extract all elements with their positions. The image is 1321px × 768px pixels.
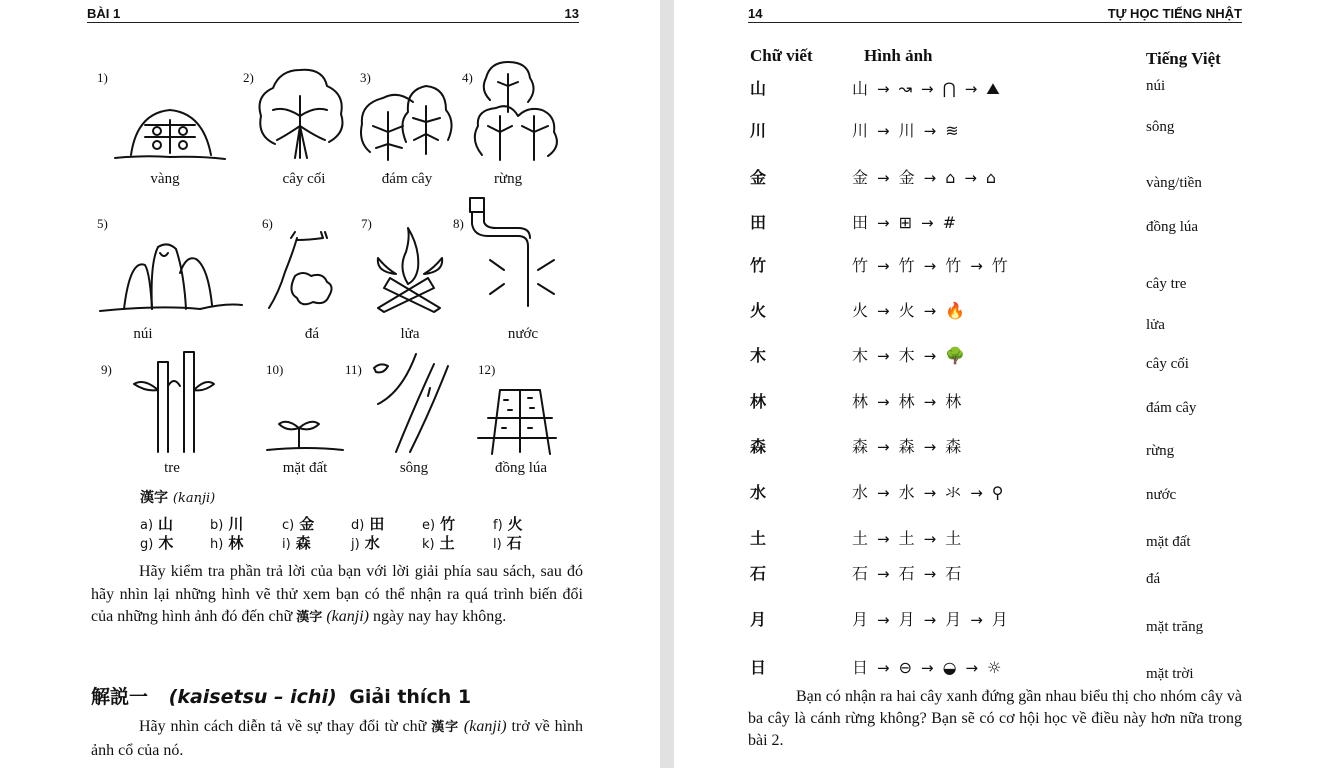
row-meaning: mặt trời [1146, 666, 1194, 682]
arrow-right-icon: → [877, 122, 890, 140]
row-evolution [852, 118, 959, 141]
evolution-stage: 竹 [991, 256, 1008, 275]
arrow-right-icon: → [877, 611, 890, 629]
evolution-stage: 水 [898, 483, 915, 502]
stone-cliff-icon [265, 232, 350, 312]
arrow-right-icon: → [877, 565, 890, 583]
picture-number: 10) [266, 362, 284, 377]
kanji-option: e) 竹 [422, 515, 456, 533]
water-tap-icon [468, 196, 563, 308]
evolution-stage: 土 [945, 529, 962, 548]
evolution-stage: ◒ [942, 658, 957, 677]
closing-paragraph: Bạn có nhận ra hai cây xanh đứng gần nhau biểu thị cho nhóm cây và ba cây là cánh rừng không? Bạn sẽ có cơ hội học về điều này hơn nữa trong bài 2. [748, 688, 1242, 749]
row-kanji: 森 [750, 437, 767, 456]
section-heading: 解説一 (kaisetsu – ichi) Giải thích 1 [91, 686, 472, 708]
evolution-stage: 木 [898, 346, 915, 365]
picture-number: 4) [462, 70, 473, 85]
picture-number: 1) [97, 70, 108, 85]
kanji-option: c) 金 [282, 515, 315, 533]
row-evolution [852, 526, 961, 549]
arrow-right-icon: → [877, 659, 890, 677]
column-header-vietnamese: Tiếng Việt [1146, 49, 1221, 68]
evolution-stage: 森 [852, 437, 869, 456]
mountain-icon [100, 243, 245, 315]
picture-number: 9) [101, 362, 112, 377]
evolution-stage: ⌂ [985, 168, 997, 187]
evolution-stage: 火 [852, 301, 869, 320]
evolution-stage: 月 [852, 610, 869, 629]
kanji-option: f) 火 [493, 515, 523, 533]
picture-number: 6) [262, 216, 273, 231]
picture-caption: cây cối [282, 171, 326, 187]
evolution-stage: 林 [945, 392, 962, 411]
column-header-image: Hình ảnh [864, 46, 933, 65]
arrow-right-icon: → [923, 484, 937, 502]
evolution-stage: 林 [852, 392, 869, 411]
row-meaning: lửa [1146, 317, 1165, 333]
page-number: 14 [748, 6, 763, 21]
row-meaning: mặt đất [1146, 534, 1191, 550]
arrow-right-icon: → [970, 484, 983, 502]
evolution-stage: 月 [991, 610, 1008, 629]
arrow-right-icon: → [923, 611, 937, 629]
rice-field-icon [478, 388, 558, 454]
picture-number: 2) [243, 70, 254, 85]
row-kanji: 山 [750, 79, 767, 98]
evolution-stage: ⛰ [986, 79, 1000, 98]
forest-icon [470, 60, 560, 165]
evolution-stage: 日 [852, 658, 869, 677]
picture-caption: đồng lúa [494, 460, 548, 476]
evolution-stage: 火 [898, 301, 915, 320]
evolution-stage: 石 [852, 564, 869, 583]
row-kanji: 土 [750, 529, 767, 548]
arrow-right-icon: → [921, 214, 934, 232]
running-head [87, 4, 579, 23]
evolution-stage: 林 [898, 392, 915, 411]
arrow-right-icon: → [877, 393, 890, 411]
picture-number: 7) [361, 216, 372, 231]
arrow-right-icon: → [923, 393, 937, 411]
row-evolution [852, 561, 961, 584]
row-meaning: rừng [1146, 443, 1175, 459]
arrow-right-icon: → [877, 438, 890, 456]
kanji-option: i) 森 [282, 534, 311, 552]
row-evolution [852, 480, 1004, 503]
evolution-stage: 森 [945, 437, 962, 456]
evolution-stage: 竹 [945, 256, 962, 275]
row-kanji: 月 [750, 610, 767, 629]
arrow-right-icon: → [965, 659, 979, 677]
arrow-right-icon: → [921, 659, 934, 677]
kanji-option: j) 水 [351, 534, 380, 552]
arrow-right-icon: → [970, 611, 983, 629]
tree-icon [255, 66, 345, 161]
arrow-right-icon: → [877, 257, 890, 275]
fire-icon [372, 228, 447, 313]
evolution-stage: 土 [852, 529, 869, 548]
evolution-stage: 石 [898, 564, 915, 583]
kanji-option: a) 山 [140, 515, 174, 533]
evolution-stage: 木 [852, 346, 869, 365]
picture-caption: tre [164, 460, 180, 476]
picture-caption: rừng [493, 171, 523, 187]
evolution-stage: ☼ [987, 658, 1002, 677]
row-evolution [852, 253, 1008, 276]
picture-caption: đám cây [381, 171, 433, 187]
picture-caption: đá [304, 326, 320, 342]
row-kanji: 田 [750, 213, 767, 232]
arrow-right-icon: → [877, 169, 890, 187]
row-meaning: núi [1146, 78, 1166, 94]
arrow-right-icon: → [970, 257, 983, 275]
picture-caption: mặt đất [282, 460, 328, 476]
row-kanji: 川 [750, 121, 767, 140]
arrow-right-icon: → [923, 122, 937, 140]
evolution-stage: 月 [945, 610, 962, 629]
picture-number: 5) [97, 216, 108, 231]
row-kanji: 林 [750, 392, 767, 411]
evolution-stage: ⌂ [945, 168, 956, 187]
evolution-stage: ⚲ [991, 483, 1004, 502]
kanji-label-romaji: (kanji) [172, 491, 216, 506]
river-icon [372, 352, 452, 452]
row-meaning: đá [1146, 571, 1161, 587]
evolution-stage: 山 [852, 79, 869, 98]
evolution-stage: 川 [898, 121, 915, 140]
page-number: 13 [564, 6, 579, 21]
two-trees-icon [358, 82, 453, 162]
arrow-right-icon: → [923, 530, 937, 548]
evolution-stage: # [942, 213, 956, 232]
kanji-option: g) 木 [140, 534, 174, 552]
evolution-stage: ⊖ [898, 658, 912, 677]
arrow-right-icon: → [877, 484, 890, 502]
evolution-stage: 氺 [945, 483, 962, 502]
row-kanji: 石 [750, 564, 767, 583]
sprout-ground-icon [267, 418, 347, 454]
row-evolution [852, 298, 965, 321]
row-kanji: 火 [750, 301, 767, 320]
kanji-option: k) 土 [422, 534, 455, 552]
row-meaning: cây cối [1146, 356, 1189, 372]
picture-number: 3) [360, 70, 371, 85]
evolution-stage: 竹 [898, 256, 915, 275]
kanji-label [140, 487, 215, 507]
picture-caption: lửa [400, 326, 420, 342]
kanji-option: d) 田 [351, 515, 385, 533]
kanji-option: h) 林 [210, 534, 244, 552]
arrow-right-icon: → [964, 169, 977, 187]
row-meaning: vàng/tiền [1146, 175, 1202, 191]
arrow-right-icon: → [923, 347, 937, 365]
evolution-stage: 金 [898, 168, 915, 187]
kanji-option: b) 川 [210, 515, 244, 533]
evolution-stage: ⋂ [942, 79, 956, 98]
picture-caption: sông [399, 460, 429, 476]
arrow-right-icon: → [923, 257, 937, 275]
evolution-stage: ⊞ [898, 213, 912, 232]
page-gutter [660, 0, 674, 768]
row-meaning: nước [1146, 487, 1177, 503]
row-evolution [852, 343, 965, 366]
evolution-stage: 月 [898, 610, 915, 629]
evolution-stage: 🔥 [945, 301, 966, 320]
bamboo-icon [134, 350, 214, 455]
evolution-stage: 🌳 [945, 346, 966, 365]
row-kanji: 日 [750, 658, 767, 677]
evolution-stage: 田 [852, 213, 869, 232]
row-evolution [852, 165, 996, 188]
gold-mountain-icon [115, 105, 225, 165]
arrow-right-icon: → [964, 80, 978, 98]
running-head [748, 4, 1242, 23]
kanji-label-kanji: 漢字 [140, 490, 168, 506]
row-evolution [852, 76, 1000, 99]
row-meaning: cây tre [1146, 276, 1187, 292]
row-evolution [852, 434, 961, 457]
kanji-option: l) 石 [493, 534, 522, 552]
row-meaning: sông [1146, 119, 1175, 135]
row-kanji: 木 [750, 346, 767, 365]
evolution-stage: 金 [852, 168, 869, 187]
arrow-right-icon: → [923, 302, 937, 320]
evolution-stage: 竹 [852, 256, 869, 275]
arrow-right-icon: → [877, 347, 890, 365]
picture-caption: núi [133, 326, 153, 342]
lesson-label: BÀI 1 [87, 6, 121, 21]
picture-caption: vàng [150, 171, 180, 187]
arrow-right-icon: → [923, 565, 937, 583]
row-kanji: 金 [750, 168, 767, 187]
evolution-stage: 石 [945, 564, 962, 583]
arrow-right-icon: → [921, 80, 934, 98]
row-meaning: đồng lúa [1146, 219, 1199, 235]
arrow-right-icon: → [877, 214, 890, 232]
arrow-right-icon: → [877, 530, 890, 548]
row-meaning: mặt trăng [1146, 619, 1204, 635]
row-evolution [852, 655, 1001, 678]
row-meaning: đám cây [1146, 400, 1197, 416]
column-header-writing: Chữ viết [750, 46, 813, 65]
arrow-right-icon: → [923, 169, 937, 187]
right-page [674, 0, 1321, 768]
explanation-paragraph: Hãy nhìn cách diễn tả về sự thay đổi từ chữ 漢字 (kanji) trở về hình ảnh cổ của nó. [91, 718, 584, 759]
picture-caption: nước [507, 326, 539, 342]
book-title: TỰ HỌC TIẾNG NHẬT [1107, 6, 1242, 21]
row-evolution [852, 389, 961, 412]
row-evolution [852, 210, 956, 233]
arrow-right-icon: → [877, 80, 890, 98]
evolution-stage: 川 [852, 121, 869, 140]
picture-number: 12) [478, 362, 496, 377]
row-kanji: 水 [750, 483, 767, 502]
arrow-right-icon: → [923, 438, 937, 456]
evolution-stage: ≋ [945, 121, 959, 140]
picture-number: 8) [453, 216, 464, 231]
row-kanji: 竹 [750, 256, 767, 275]
row-evolution [852, 607, 1008, 630]
picture-number: 11) [345, 362, 362, 377]
arrow-right-icon: → [877, 302, 890, 320]
evolution-stage: 土 [898, 529, 915, 548]
evolution-stage: ↝ [898, 79, 912, 98]
instruction-paragraph: Hãy kiểm tra phần trả lời của bạn với lời giải phía sau sách, sau đó hãy nhìn lại những hình vẽ thử xem bạn có thể nhận ra quá trình biến đổi của những hình ảnh đó đến chữ 漢字 (kanji) ngày nay hay không. [91, 563, 583, 625]
left-page [0, 0, 660, 768]
evolution-stage: 水 [852, 483, 869, 502]
evolution-stage: 森 [898, 437, 915, 456]
